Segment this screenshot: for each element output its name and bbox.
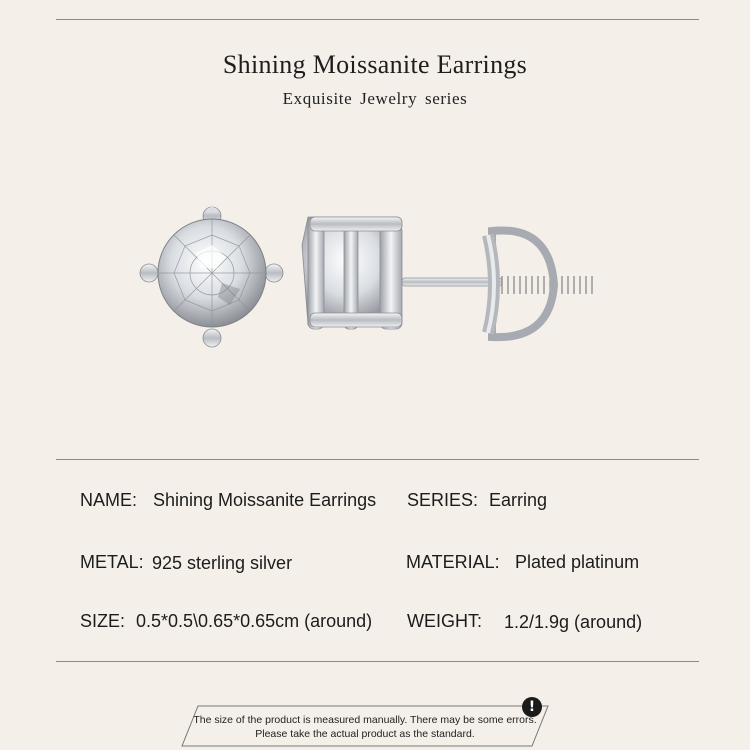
page-subtitle: Exquisite Jewelry series bbox=[282, 89, 468, 108]
material-label: MATERIAL: bbox=[406, 552, 500, 572]
page-title: Shining Moissanite Earrings bbox=[222, 50, 528, 79]
weight-value: 1.2/1.9g (around) bbox=[504, 612, 643, 632]
notice-line-2: Please take the actual product as the standard. bbox=[255, 728, 475, 740]
earring-product-image bbox=[130, 195, 610, 360]
size-label: SIZE: bbox=[80, 611, 126, 631]
name-value: Shining Moissanite Earrings bbox=[153, 490, 377, 510]
metal-label: METAL: bbox=[80, 552, 144, 572]
size-value: 0.5*0.5\0.65*0.65cm (around) bbox=[136, 611, 373, 631]
notice-line-1: The size of the product is measured manually. There may be some errors. bbox=[193, 714, 537, 726]
side-view-stud bbox=[302, 217, 592, 337]
specs-bottom-rule bbox=[56, 661, 699, 662]
series-value: Earring bbox=[489, 490, 548, 510]
weight-label: WEIGHT: bbox=[407, 611, 482, 631]
front-view-stud bbox=[140, 205, 283, 347]
top-rule bbox=[56, 19, 699, 20]
name-label: NAME: bbox=[80, 490, 138, 510]
series-label: SERIES: bbox=[407, 490, 479, 510]
metal-value: 925 sterling silver bbox=[152, 553, 293, 573]
notice-box bbox=[180, 704, 550, 748]
exclamation-icon: ! bbox=[522, 697, 542, 717]
material-value: Plated platinum bbox=[515, 552, 640, 572]
specs-top-rule bbox=[56, 459, 699, 460]
